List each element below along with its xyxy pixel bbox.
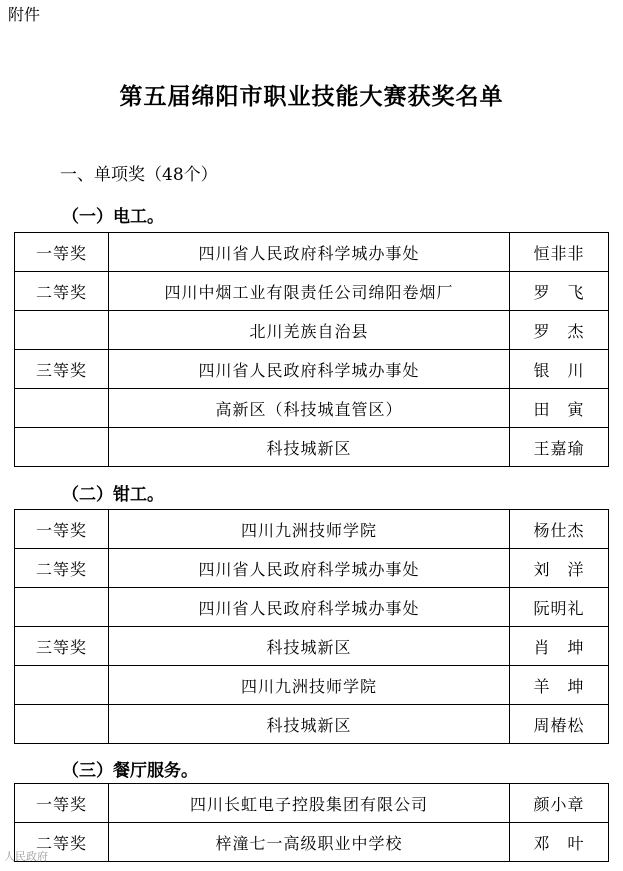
table-row: [15, 666, 609, 705]
prize-cell: 三等奖: [15, 627, 109, 666]
winner-name-cell: 羊 坤: [510, 666, 609, 705]
prize-cell: 一等奖: [15, 784, 109, 823]
section-title: 一、单项奖（48个）: [60, 165, 218, 185]
organization-cell: 科技城新区: [109, 627, 510, 666]
table-row: [15, 549, 609, 588]
table-row: [15, 588, 609, 627]
category-heading: （二）钳工。: [62, 485, 164, 505]
organization-cell: 四川省人民政府科学城办事处: [109, 549, 510, 588]
organization-cell: 四川省人民政府科学城办事处: [109, 233, 510, 272]
prize-cell: 三等奖: [15, 350, 109, 389]
prize-cell: [15, 428, 109, 467]
winner-name-cell: 周椿松: [510, 705, 609, 744]
winner-name-cell: 恒非非: [510, 233, 609, 272]
prize-cell: 二等奖: [15, 823, 109, 862]
organization-cell: 科技城新区: [109, 428, 510, 467]
organization-cell: 四川长虹电子控股集团有限公司: [109, 784, 510, 823]
winner-name-cell: 肖 坤: [510, 627, 609, 666]
table-row: [15, 311, 609, 350]
category-heading: （三）餐厅服务。: [62, 761, 198, 781]
award-table: [14, 509, 609, 744]
watermark: 人民政府: [4, 850, 48, 863]
organization-cell: 梓潼七一高级职业中学校: [109, 823, 510, 862]
table-row: [15, 233, 609, 272]
document-title: 第五届绵阳市职业技能大赛获奖名单: [119, 83, 504, 110]
winner-name-cell: 罗 飞: [510, 272, 609, 311]
winner-name-cell: 王嘉瑜: [510, 428, 609, 467]
winner-name-cell: 阮明礼: [510, 588, 609, 627]
prize-cell: [15, 389, 109, 428]
winner-name-cell: 银 川: [510, 350, 609, 389]
winner-name-cell: 刘 洋: [510, 549, 609, 588]
prize-cell: 二等奖: [15, 272, 109, 311]
table-row: [15, 705, 609, 744]
prize-cell: [15, 311, 109, 350]
organization-cell: 北川羌族自治县: [109, 311, 510, 350]
table-row: [15, 350, 609, 389]
organization-cell: 四川省人民政府科学城办事处: [109, 350, 510, 389]
organization-cell: 四川省人民政府科学城办事处: [109, 588, 510, 627]
winner-name-cell: 邓 叶: [510, 823, 609, 862]
prize-cell: [15, 666, 109, 705]
table-row: [15, 272, 609, 311]
table-row: [15, 784, 609, 823]
category-heading: （一）电工。: [62, 207, 164, 227]
organization-cell: 四川九洲技师学院: [109, 510, 510, 549]
organization-cell: 科技城新区: [109, 705, 510, 744]
winner-name-cell: 田 寅: [510, 389, 609, 428]
award-table: [14, 783, 609, 862]
table-row: [15, 428, 609, 467]
attachment-label: 附件: [8, 5, 41, 24]
prize-cell: 一等奖: [15, 233, 109, 272]
winner-name-cell: 颜小章: [510, 784, 609, 823]
winner-name-cell: 罗 杰: [510, 311, 609, 350]
prize-cell: 一等奖: [15, 510, 109, 549]
organization-cell: 高新区（科技城直管区）: [109, 389, 510, 428]
organization-cell: 四川九洲技师学院: [109, 666, 510, 705]
award-table: [14, 232, 609, 467]
prize-cell: [15, 588, 109, 627]
table-row: [15, 627, 609, 666]
organization-cell: 四川中烟工业有限责任公司绵阳卷烟厂: [109, 272, 510, 311]
table-row: [15, 389, 609, 428]
prize-cell: 二等奖: [15, 549, 109, 588]
table-row: [15, 510, 609, 549]
winner-name-cell: 杨仕杰: [510, 510, 609, 549]
prize-cell: [15, 705, 109, 744]
table-row: [15, 823, 609, 862]
